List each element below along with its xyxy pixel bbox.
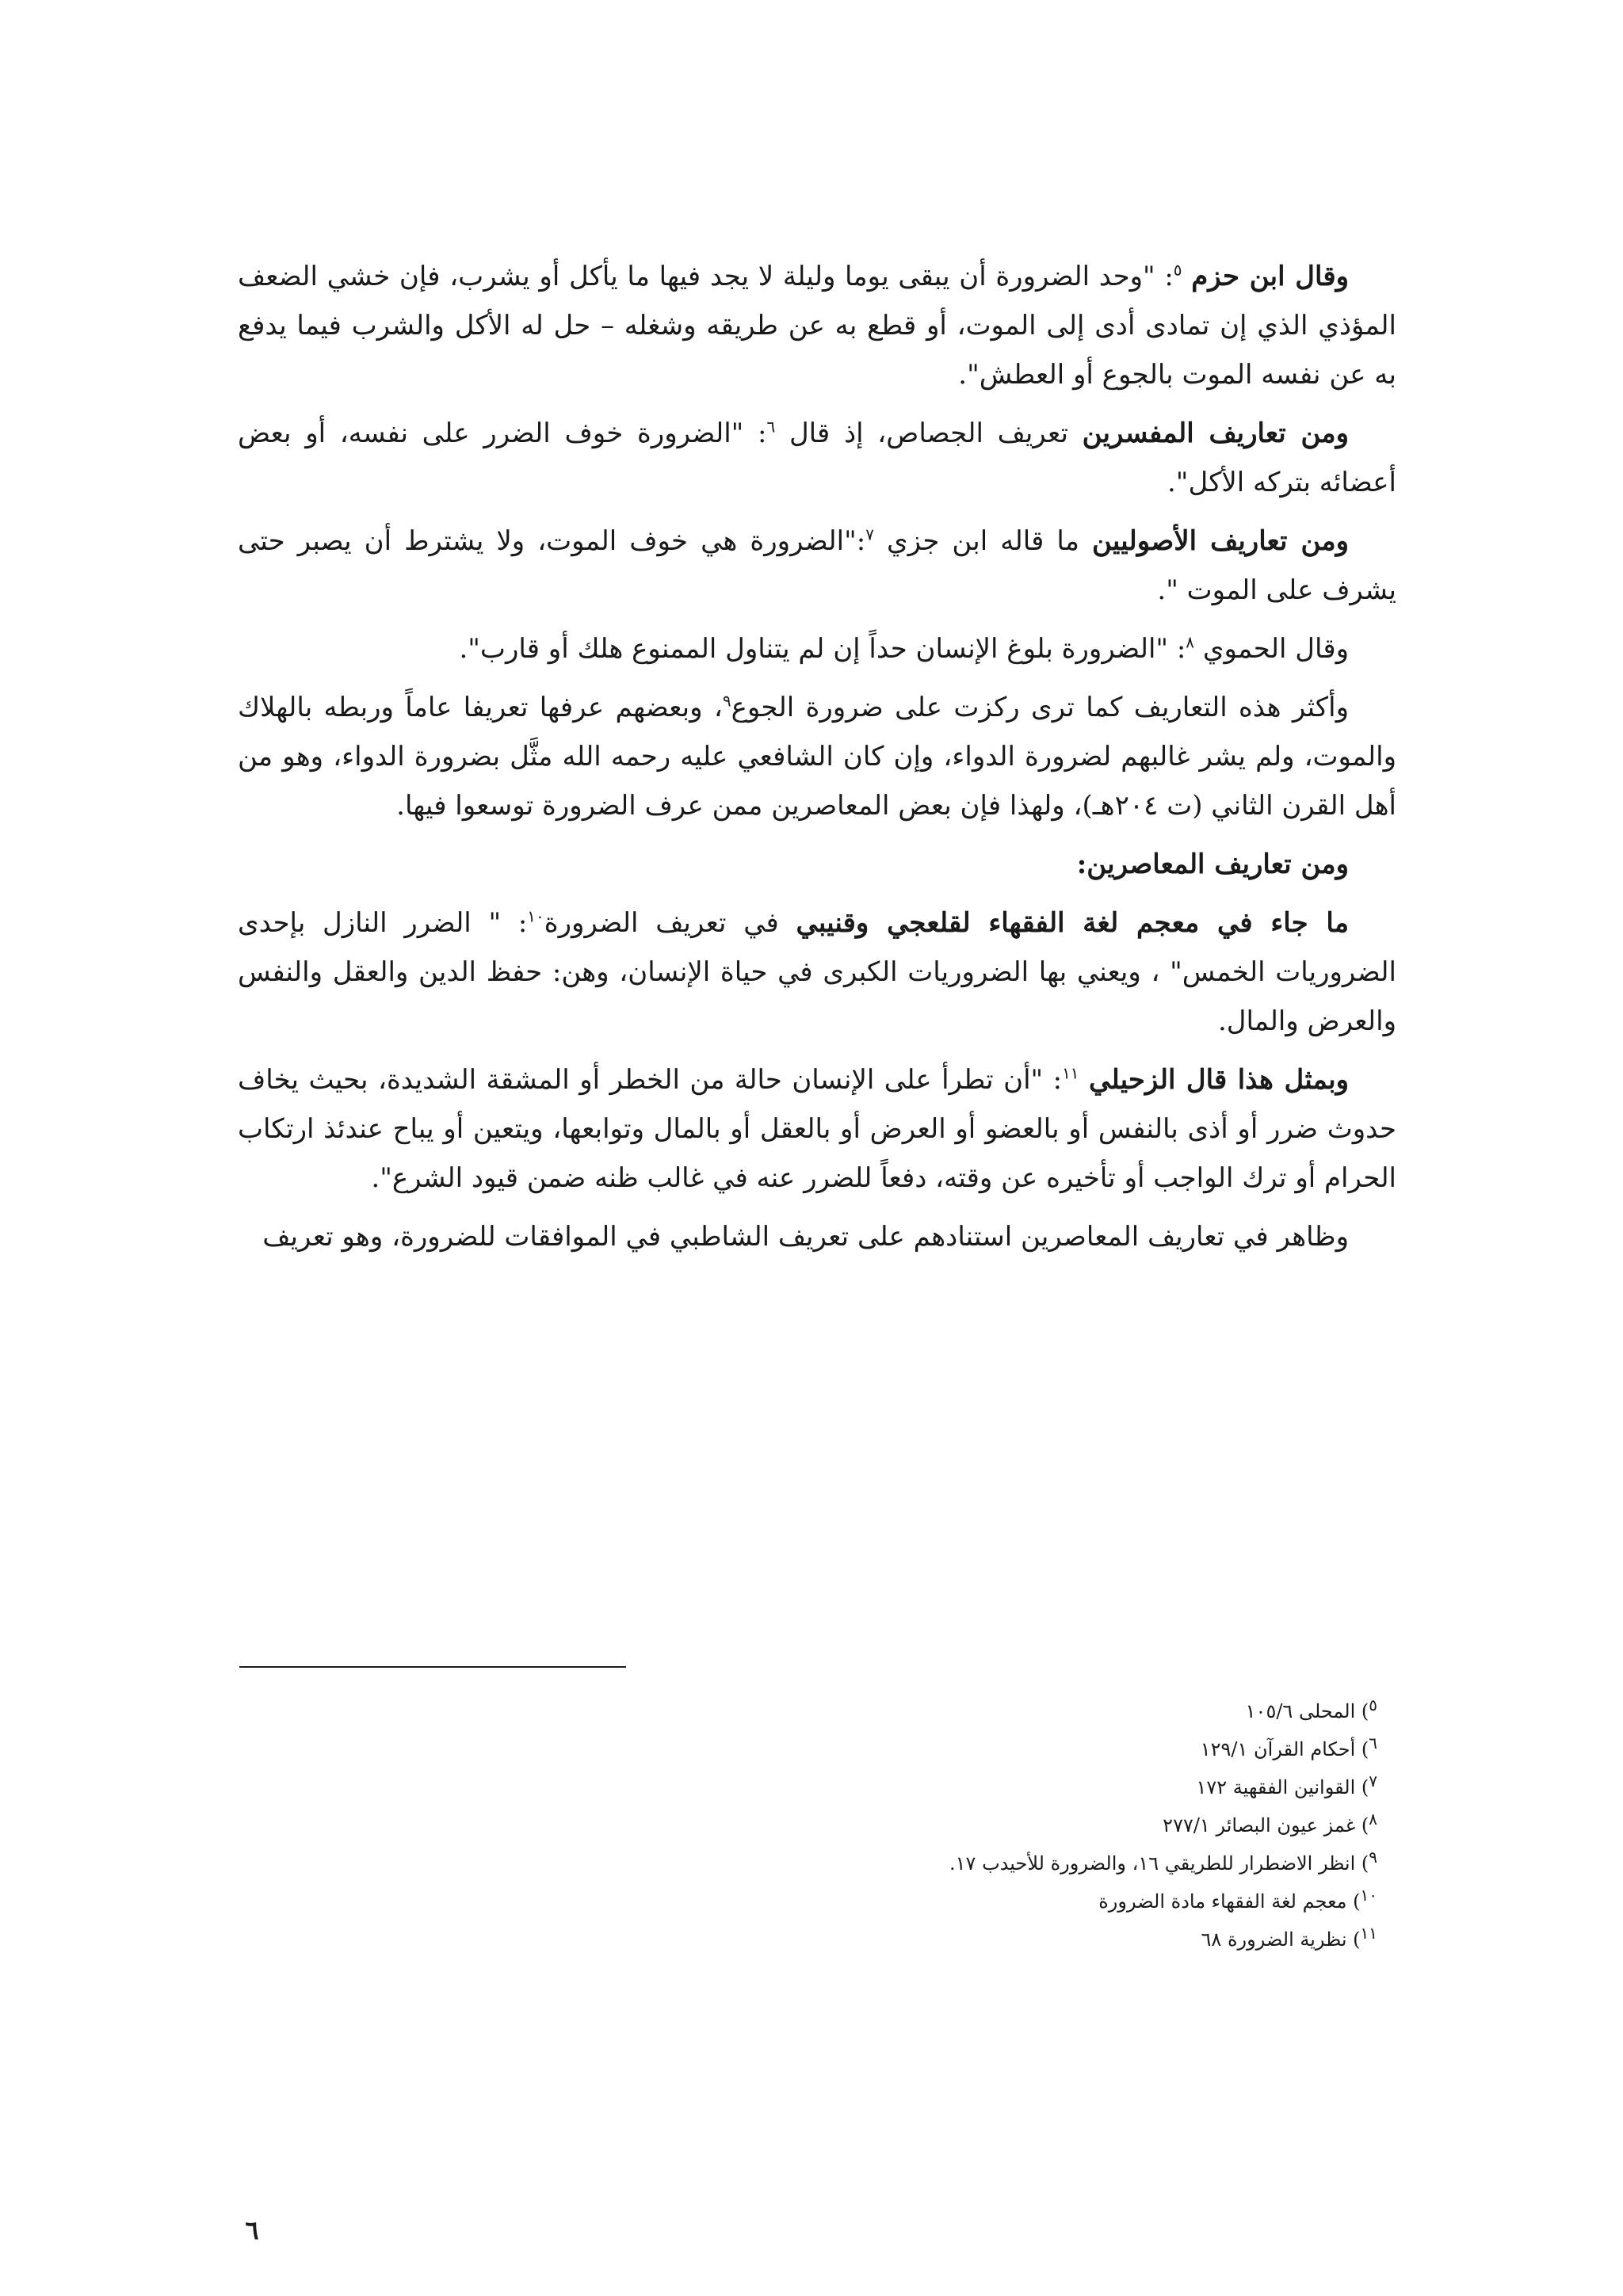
footnote-item: $^٨$) غمز عيون البصائر ٢٧٧/١: [1163, 1810, 1377, 1836]
footnote-ref: ٦: [766, 417, 776, 437]
footnote-ref: ٧: [865, 524, 874, 544]
paragraph-text: : "الضرورة خوف الضرر على نفسه، أو بعض أعضائه بتركه الأكل".: [238, 418, 1396, 498]
paragraph-lead: ومن تعاريف الأصوليين: [1092, 525, 1349, 557]
paragraph-usuliyyin: [238, 517, 1396, 615]
section-heading: ومن تعاريف المعاصرين:: [1076, 849, 1349, 880]
footnote-number: ٥: [1369, 1695, 1377, 1714]
main-text: [238, 252, 1396, 1271]
paragraph-lead: وبمثل هذا قال الزحيلي: [1089, 1064, 1349, 1096]
footnote-text: أحكام القرآن ١٢٩/١: [1200, 1738, 1356, 1760]
footnote-ref: ٥: [1173, 260, 1182, 280]
paragraph-text: وقال الحموي: [1202, 633, 1349, 665]
footnote-item: $^٥$) المحلى ١٠٥/٦: [1245, 1695, 1377, 1722]
paragraph-lead: وقال ابن حزم: [1191, 261, 1350, 292]
paragraph-shatibi: [238, 1212, 1396, 1261]
footnote-item: $^{١٠}$) معجم لغة الفقهاء مادة الضرورة: [1098, 1886, 1377, 1913]
footnote-text: انظر الاضطرار للطريقي ١٦، والضرورة للأحيدب ١٧.: [949, 1852, 1356, 1875]
paragraph-text: وظاهر في تعاريف المعاصرين استنادهم على تعريف الشاطبي في الموافقات للضرورة، وهو تعريف: [262, 1221, 1349, 1253]
paragraph-text: ما قاله ابن جزي: [886, 525, 1093, 557]
footnote-text: القوانين الفقهية ١٧٢: [1196, 1776, 1356, 1798]
footnote-divider: [239, 1666, 626, 1668]
paragraph-text: : "أن تطرأ على الإنسان حالة من الخطر أو المشقة الشديدة، بحيث يخاف حدوث ضرر أو أذى بالنفس أو بالعضو أو العرض أو بالعقل أو بالمال وتوابعها، ويتعين أو يباح عندئذ ارتكاب الحرام أو ترك الواجب أو تأخيره عن وقته، دفعاً للضرر عنه في غالب ظنه ضمن قيود الشرع".: [238, 1064, 1396, 1194]
paragraph-lead: ومن تعاريف المفسرين: [1082, 418, 1350, 449]
paragraph-text: : "وحد الضرورة أن يبقى يوما وليلة لا يجد فيها ما يأكل أو يشرب، فإن خشي الضعف المؤذي الذي إن تمادى أدى إلى الموت، أو قطع به عن طريقه وشغله – حل له الأكل والشرب فيما يدفع به عن نفسه الموت بالجوع أو العطش".: [238, 261, 1396, 391]
section-heading-contemporaries: [238, 840, 1396, 889]
paragraph-text: :"الضرورة هي خوف الموت، ولا يشترط أن يصبر حتى يشرف على الموت ".: [238, 525, 1396, 606]
paragraph-text: وأكثر هذه التعاريف كما ترى ركزت على ضرورة الجوع: [731, 692, 1349, 723]
paragraph-zuhayli: [238, 1055, 1396, 1203]
paragraph-summary: [238, 683, 1396, 830]
footnote-item: $^{١١}$) نظرية الضرورة ٦٨: [1201, 1924, 1377, 1951]
footnote-number: ٨: [1369, 1810, 1377, 1829]
footnote-text: معجم لغة الفقهاء مادة الضرورة: [1098, 1890, 1347, 1913]
paragraph-hamawi: [238, 624, 1396, 673]
footnote-item: $^٦$) أحكام القرآن ١٢٩/١: [1200, 1733, 1377, 1760]
footnote-ref: ١١: [1062, 1063, 1079, 1083]
paragraph-text: في تعريف الضرورة: [544, 907, 796, 939]
paragraph-mujam: [238, 898, 1396, 1046]
footnote-text: غمز عيون البصائر ٢٧٧/١: [1163, 1814, 1356, 1836]
footnotes-list: [238, 1692, 1377, 1958]
footnote-number: ٩: [1369, 1848, 1377, 1867]
footnote-item: $^٧$) القوانين الفقهية ١٧٢: [1196, 1772, 1377, 1798]
paragraph-text: : "الضرورة بلوغ الإنسان حداً إن لم يتناول الممنوع هلك أو قارب".: [459, 633, 1186, 665]
footnote-ref: ٨: [1186, 632, 1195, 652]
footnote-number: ٧: [1369, 1772, 1377, 1791]
footnote-number: ٦: [1369, 1733, 1377, 1753]
paragraph-mufassirin: [238, 409, 1396, 507]
paragraph-text: : " الضرر النازل بإحدى الضروريات الخمس" ، ويعني بها الضروريات الكبرى في حياة الإنسان، وهن: حفظ الدين والعقل والنفس والعرض والمال.: [238, 907, 1396, 1037]
paragraph-lead: ما جاء في معجم لغة الفقهاء لقلعجي وقنيبي: [796, 907, 1350, 939]
page-number: ٦: [245, 2215, 259, 2245]
paragraph-text: ، وبعضهم عرفها تعريفا عاماً وربطه بالهلاك والموت، ولم يشر غالبهم لضرورة الدواء، وإن كان الشافعي عليه رحمه الله مثَّل بضرورة الدواء، وهو من أهل القرن الثاني (ت ٢٠٤هـ)، ولهذا فإن بعض المعاصرين ممن عرف الضرورة توسعوا فيها.: [238, 692, 1396, 822]
footnote-text: نظرية الضرورة ٦٨: [1201, 1928, 1347, 1951]
footnote-number: ١٠: [1360, 1886, 1377, 1905]
footnote-ref: ٩: [722, 691, 731, 711]
footnote-ref: ١٠: [527, 906, 544, 926]
footnote-text: المحلى ١٠٥/٦: [1245, 1700, 1356, 1722]
paragraph-ibn-hazm: [238, 252, 1396, 399]
footnote-number: ١١: [1360, 1924, 1377, 1943]
paragraph-text: تعريف الجصاص، إذ قال: [789, 418, 1083, 449]
footnote-item: $^٩$) انظر الاضطرار للطريقي ١٦، والضرورة للأحيدب ١٧.: [949, 1848, 1377, 1875]
